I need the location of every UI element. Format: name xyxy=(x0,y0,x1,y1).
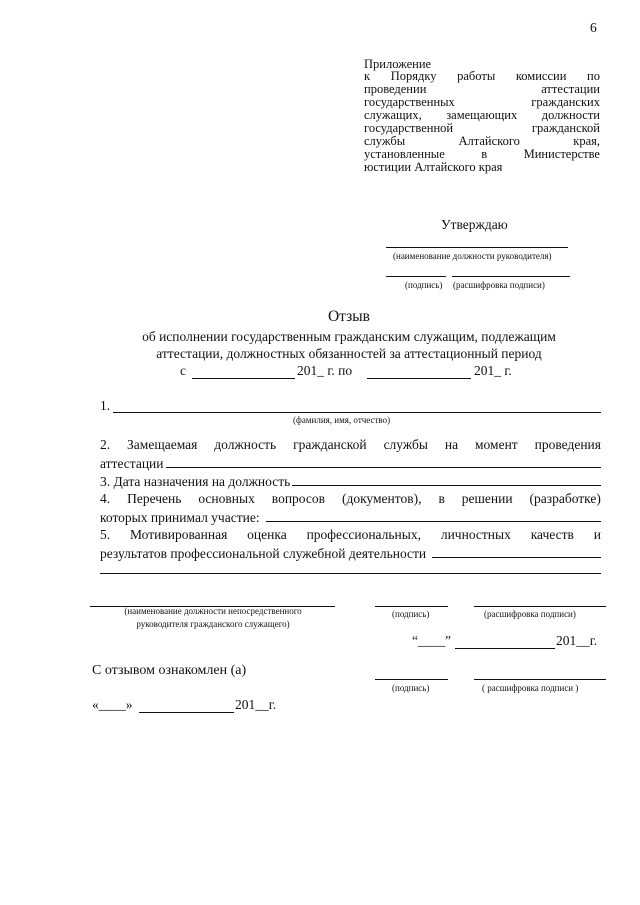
item-4-text: 4. Перечень основных вопросов (документов), в решении (разработке) xyxy=(100,491,601,506)
approver-decoding-line[interactable] xyxy=(452,276,570,277)
period-to-field[interactable] xyxy=(367,378,471,379)
item-3-text: 3. Дата назначения на должность xyxy=(100,474,291,489)
supervisor-date-day: “____” xyxy=(412,633,451,648)
appendix-line: государственной гражданской xyxy=(364,121,600,135)
doc-subtitle-line2: аттестации, должностных обязанностей за аттестационный период xyxy=(156,346,542,361)
doc-title: Отзыв xyxy=(327,308,371,325)
employee-signature-caption: (подпись) xyxy=(392,683,430,693)
acquainted-label: С отзывом ознакомлен (а) xyxy=(92,663,247,678)
main-issues-field[interactable] xyxy=(266,509,601,522)
appendix-line: проведении аттестации xyxy=(364,82,600,96)
full-name-caption: (фамилия, имя, отчество) xyxy=(293,415,391,425)
item-3 xyxy=(100,473,601,490)
approver-signature-caption: (подпись) xyxy=(405,280,443,290)
supervisor-decoding-caption: (расшифровка подписи) xyxy=(484,609,576,619)
employee-signature-line[interactable] xyxy=(375,679,448,680)
supervisor-position-caption-1: (наименование должности непосредственного xyxy=(124,606,302,616)
assessment-field-continued[interactable] xyxy=(100,573,601,574)
item-4-field-row xyxy=(100,509,601,526)
supervisor-date-month-field[interactable] xyxy=(455,648,555,649)
supervisor-date-year: 201__г. xyxy=(556,633,598,648)
appendix-line: служащих, замещающих должности xyxy=(364,108,600,122)
period-year1: 201_ г. по xyxy=(297,363,353,378)
position-field[interactable] xyxy=(166,455,602,468)
appendix-line: службы Алтайского края, xyxy=(364,134,600,148)
appendix-line: к Порядку работы комиссии по xyxy=(364,69,600,83)
assessment-field[interactable] xyxy=(432,545,601,558)
item-5-text: 5. Мотивированная оценка профессиональных, личностных качеств и xyxy=(100,527,601,542)
approver-decoding-caption: (расшифровка подписи) xyxy=(453,280,545,290)
employee-date-year: 201__г. xyxy=(235,697,277,712)
approver-position-line[interactable] xyxy=(386,247,568,248)
employee-date-month-field[interactable] xyxy=(139,712,234,713)
period-from-field[interactable] xyxy=(192,378,295,379)
supervisor-decoding-line[interactable] xyxy=(474,606,606,607)
period-from-label: с xyxy=(180,363,186,378)
appendix-title: Приложение xyxy=(364,57,432,71)
employee-decoding-caption: ( расшифровка подписи ) xyxy=(482,683,579,693)
item-2-field-row xyxy=(100,455,601,472)
appendix-line: установленные в Министерстве xyxy=(364,147,600,161)
employee-decoding-line[interactable] xyxy=(474,679,606,680)
page-number: 6 xyxy=(590,20,597,35)
approve-title: Утверждаю xyxy=(441,217,508,232)
item-5-cont: результатов профессиональной служебной деятельности xyxy=(100,546,427,561)
item-2-cont: аттестации xyxy=(100,456,164,471)
period-year2: 201_ г. xyxy=(474,363,512,378)
appointment-date-field[interactable] xyxy=(292,473,601,486)
item-4-cont: которых принимал участие: xyxy=(100,510,260,525)
supervisor-position-caption-2: руководителя гражданского служащего) xyxy=(136,619,290,629)
item-5-field-row xyxy=(100,545,601,562)
appendix-line: юстиции Алтайского края xyxy=(364,160,503,174)
appendix-line: государственных гражданских xyxy=(364,95,600,109)
item-1-label: 1. xyxy=(100,398,111,413)
supervisor-signature-caption: (подпись) xyxy=(392,609,430,619)
item-2-text: 2. Замещаемая должность гражданской службы на момент проведения xyxy=(100,437,601,452)
approver-signature-line[interactable] xyxy=(386,276,446,277)
doc-subtitle-line1: об исполнении государственным гражданским служащим, подлежащим xyxy=(142,329,556,344)
employee-date-day: «____» xyxy=(92,697,133,712)
full-name-field[interactable] xyxy=(113,412,601,413)
approver-position-caption: (наименование должности руководителя) xyxy=(393,251,552,261)
